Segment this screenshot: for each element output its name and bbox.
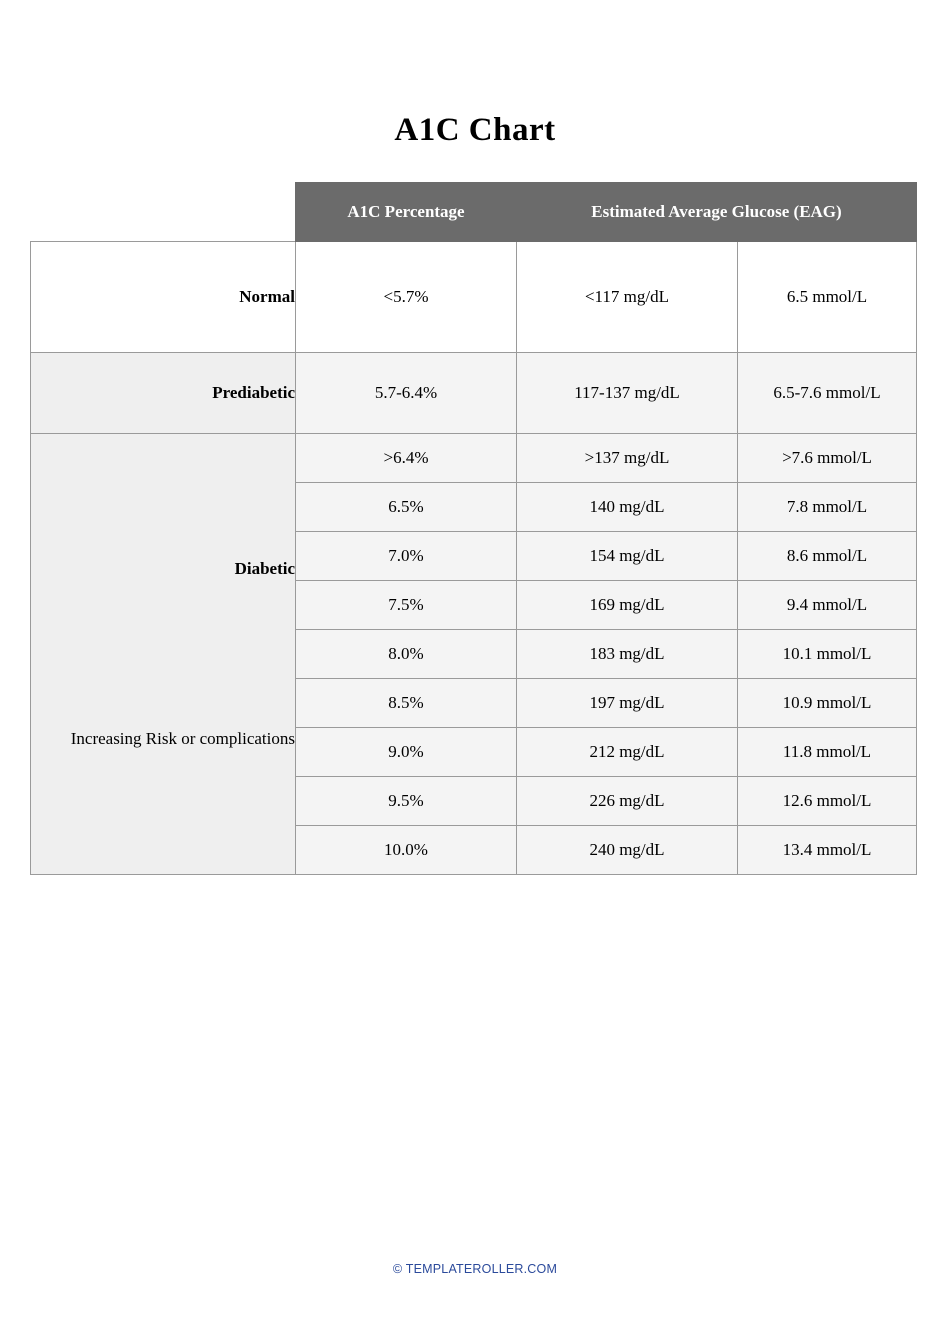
row-label-normal: Normal — [31, 242, 296, 353]
cell-mgdl: 154 mg/dL — [517, 532, 738, 581]
a1c-table — [30, 182, 917, 875]
row-label-diabetic-group — [31, 434, 296, 875]
cell-mmol: 10.9 mmol/L — [738, 679, 917, 728]
cell-mgdl: 140 mg/dL — [517, 483, 738, 532]
cell-percentage: 6.5% — [296, 483, 517, 532]
cell-mmol: 13.4 mmol/L — [738, 826, 917, 875]
cell-percentage: 8.5% — [296, 679, 517, 728]
header-blank-cell — [31, 183, 296, 242]
cell-percentage: 9.5% — [296, 777, 517, 826]
header-estimated-average-glucose: Estimated Average Glucose (EAG) — [517, 183, 917, 242]
row-label-prediabetic: Prediabetic — [31, 353, 296, 434]
cell-percentage: 5.7-6.4% — [296, 353, 517, 434]
cell-percentage: >6.4% — [296, 434, 517, 483]
footer-text: © TEMPLATEROLLER.COM — [392, 1262, 558, 1276]
table-header-row — [31, 183, 917, 242]
cell-mmol: 7.8 mmol/L — [738, 483, 917, 532]
cell-mgdl: 212 mg/dL — [517, 728, 738, 777]
table-row — [31, 242, 917, 353]
cell-mmol: >7.6 mmol/L — [738, 434, 917, 483]
row-label-diabetic: Diabetic — [234, 559, 295, 578]
table-header — [31, 183, 917, 242]
table-row — [31, 434, 917, 483]
footer-watermark — [0, 1262, 950, 1276]
row-label-increasing-risk: Increasing Risk or complications — [70, 729, 295, 748]
cell-mgdl: 117-137 mg/dL — [517, 353, 738, 434]
table-row — [31, 353, 917, 434]
a1c-table-container — [30, 182, 916, 875]
cell-mgdl: 183 mg/dL — [517, 630, 738, 679]
header-a1c-percentage: A1C Percentage — [296, 183, 517, 242]
cell-percentage: 8.0% — [296, 630, 517, 679]
cell-mgdl: <117 mg/dL — [517, 242, 738, 353]
cell-mmol: 8.6 mmol/L — [738, 532, 917, 581]
cell-mmol: 12.6 mmol/L — [738, 777, 917, 826]
page-title: A1C Chart — [394, 112, 556, 148]
cell-mgdl: >137 mg/dL — [517, 434, 738, 483]
cell-percentage: <5.7% — [296, 242, 517, 353]
table-body — [31, 242, 917, 875]
cell-mmol: 6.5 mmol/L — [738, 242, 917, 353]
cell-percentage: 9.0% — [296, 728, 517, 777]
cell-mmol: 10.1 mmol/L — [738, 630, 917, 679]
cell-mgdl: 240 mg/dL — [517, 826, 738, 875]
cell-mgdl: 197 mg/dL — [517, 679, 738, 728]
cell-mmol: 9.4 mmol/L — [738, 581, 917, 630]
cell-mgdl: 226 mg/dL — [517, 777, 738, 826]
cell-mmol: 6.5-7.6 mmol/L — [738, 353, 917, 434]
cell-mmol: 11.8 mmol/L — [738, 728, 917, 777]
cell-percentage: 7.5% — [296, 581, 517, 630]
cell-percentage: 7.0% — [296, 532, 517, 581]
cell-mgdl: 169 mg/dL — [517, 581, 738, 630]
cell-percentage: 10.0% — [296, 826, 517, 875]
